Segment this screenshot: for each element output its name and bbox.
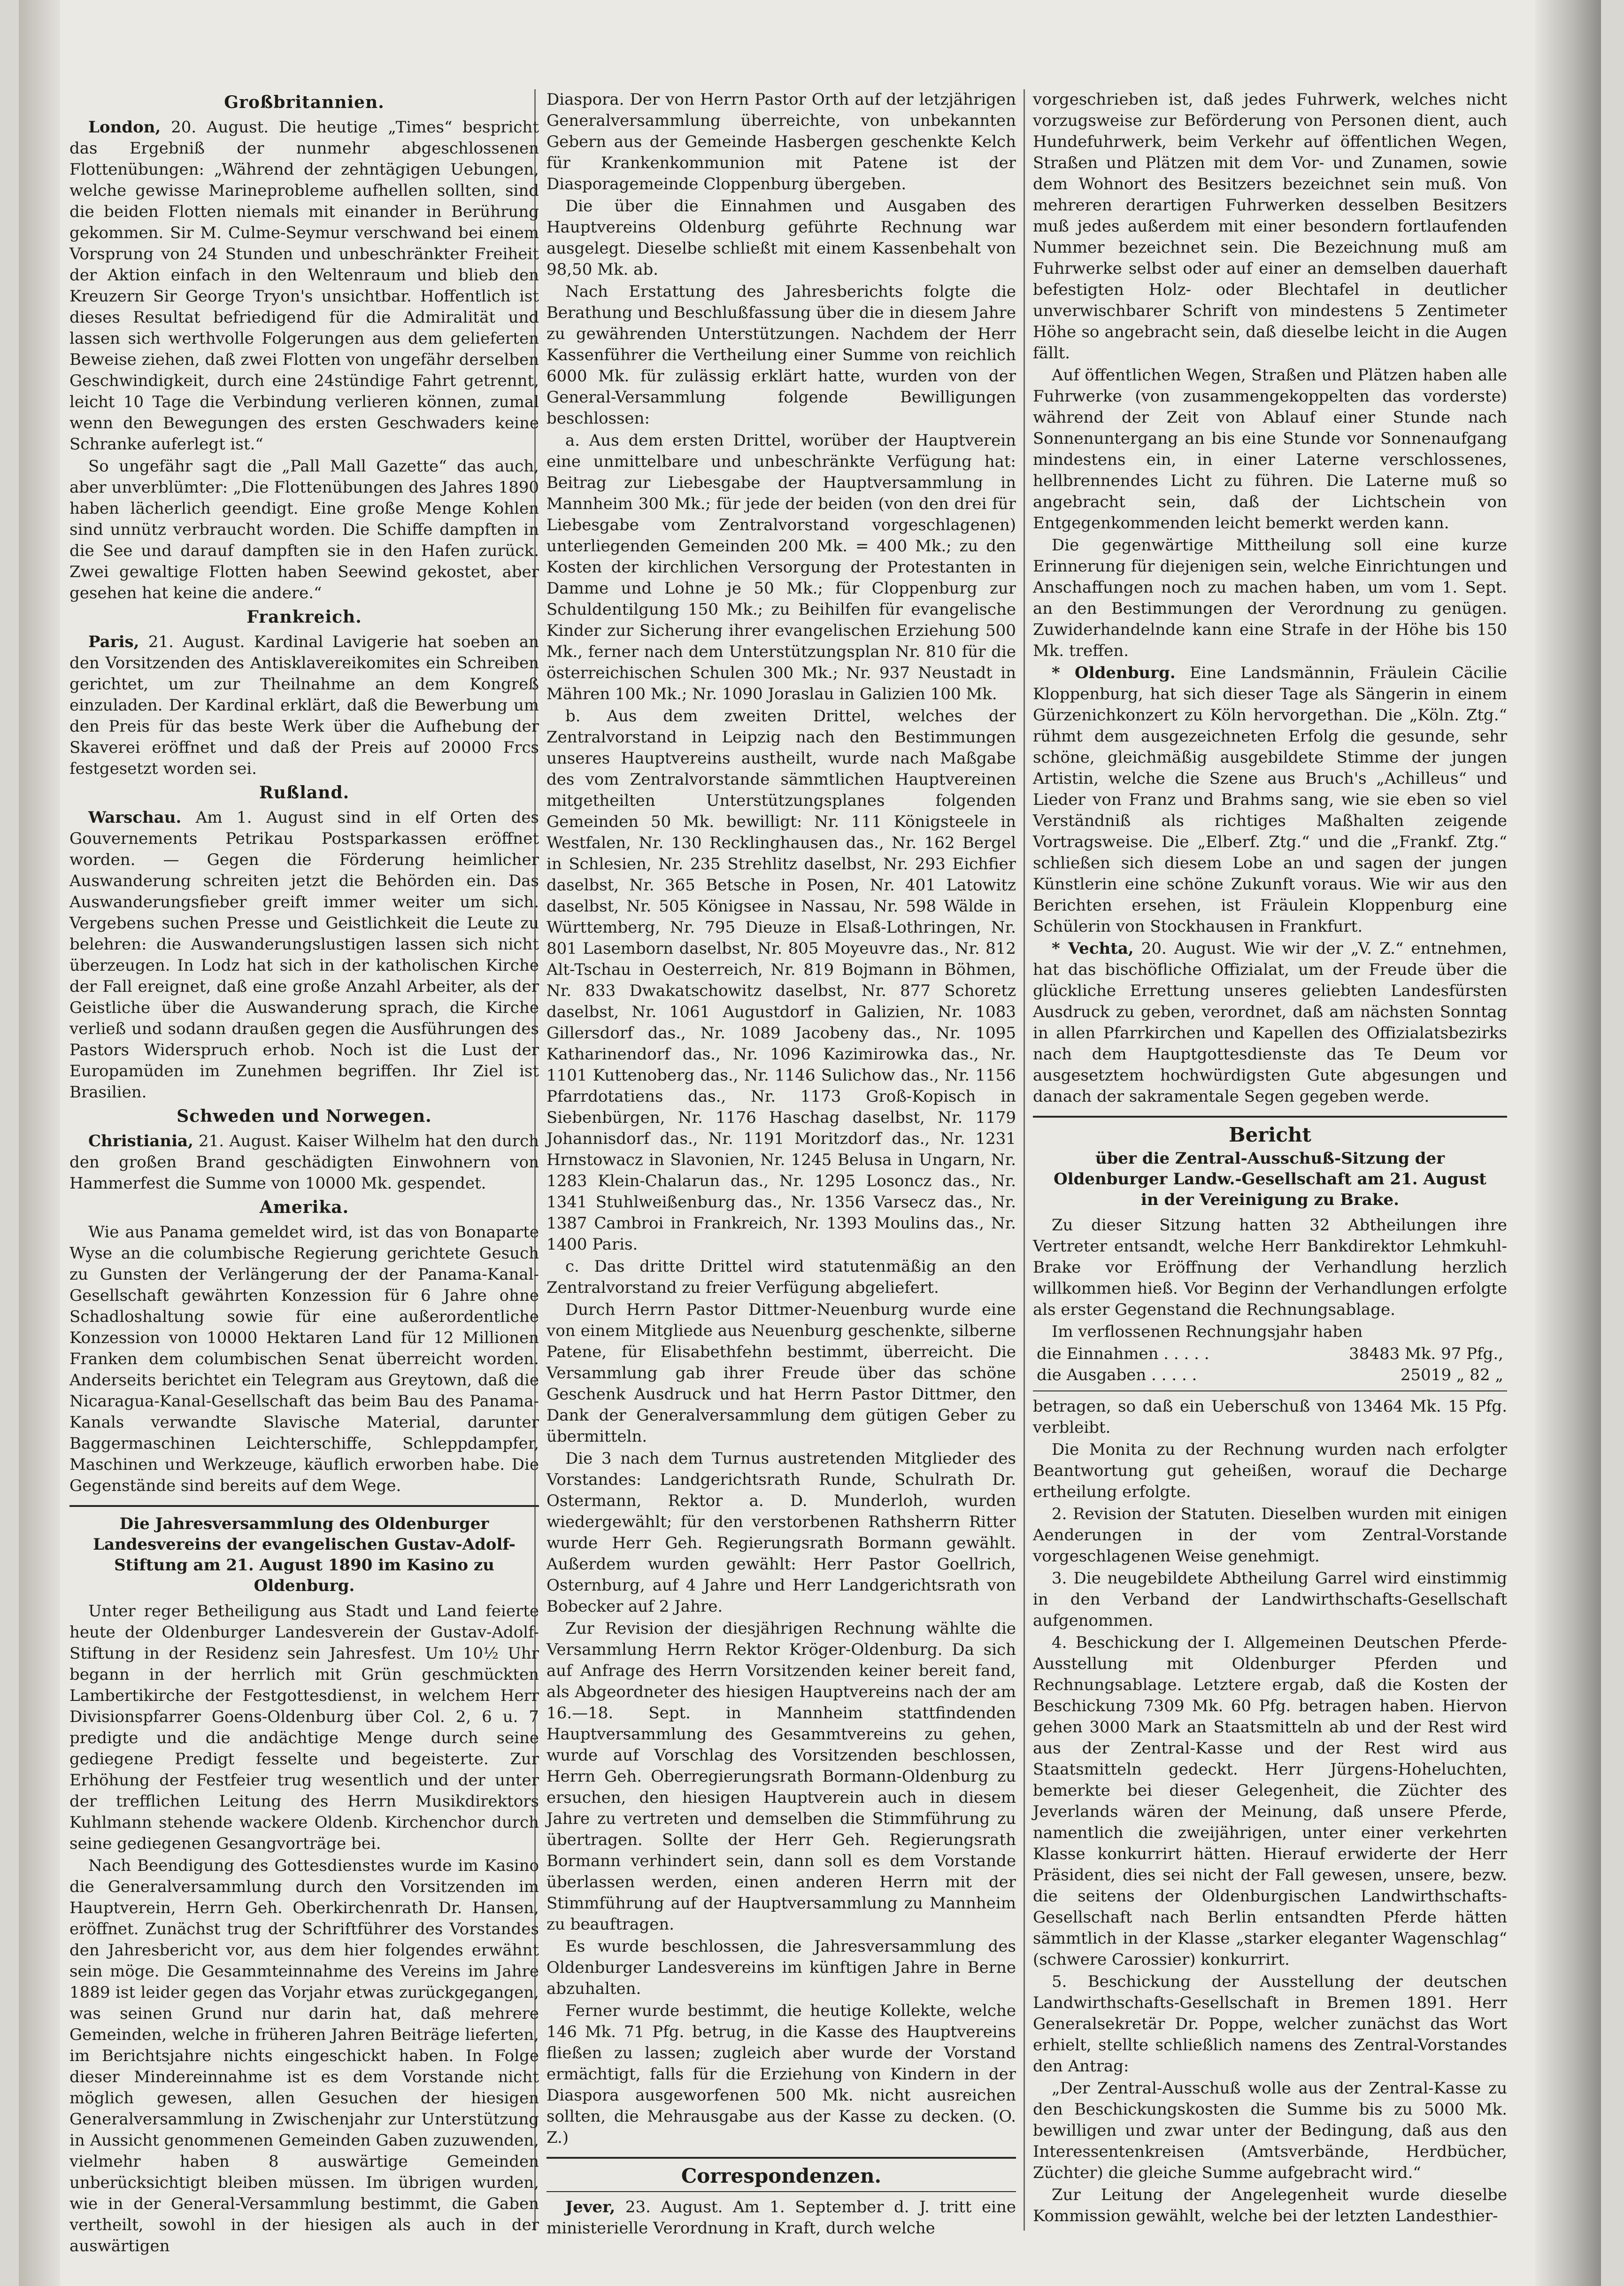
article-text: 23. August. Am 1. September d. J. tritt eine ministerielle Verordnung in Kraft, durch welche (546, 2198, 1016, 2238)
column-rule-2 (1024, 89, 1025, 2231)
column-3 (1033, 89, 1507, 2231)
article-text: a. Aus dem ersten Drittel, worüber der Hauptverein eine unmittelbare und unbeschränkte Verfügung hat: Beitrag zur Liebesgabe der Hauptversammlung in Mannheim 300 Mk.; für jede der beiden (von den drei für Liebesgabe vom Zentralvorstand vorgeschlagenen) unterliegenden Gemeinden 200 Mk. = 400 Mk.; zu den Kosten der kirchlichen Versorgung der Protestanten in Damme und Lohne je 50 Mk.; für Cloppenburg zur Schuldentilgung 150 Mk.; zu Beihilfen für evangelische Kinder zur Sicherung ihrer evangelischen Erziehung 500 Mk., ferner nach dem Unterstützungsplan Nr. 810 für die österreichischen Schulen 300 Mk.; Nr. 937 Neustadt in Mähren 100 Mk.; Nr. 1090 Joraslau in Galizien 100 Mk. (546, 431, 1016, 703)
article-london (69, 117, 539, 455)
section-heading-amerika: Amerika. (259, 1197, 349, 1217)
article-paris (69, 632, 539, 780)
article-text: Unter reger Betheiligung aus Stadt und Land feierte heute der Oldenburger Landesverein der Gustav-Adolf-Stiftung in der Residenz sein Jahresfest. Um 10½ Uhr begann in der herrlich mit Grün geschmückten Lambertikirche der Festgottesdienst, in welchem Herr Divisionspfarrer Goens-Oldenburg über Col. 2, 6 u. 7 predigte und die andächtige Menge durch seine gediegene Predigt fesselte und begeisterte. Zur Erhöhung der Festfeier trug wesentlich und der unter der trefflichen Leitung des Herrn Musikdirektors Kuhlmann stehende wackere Oldenb. Kirchenchor durch seine gediegenen Gesangvorträge bei. (69, 1602, 539, 1853)
section-divider (546, 2157, 1016, 2159)
section-heading-correspondenzen: Correspondenzen. (681, 2164, 882, 2187)
article-text: Nach Beendigung des Gottesdienstes wurde im Kasino die Generalversammlung durch den Vorsitzenden im Hauptverein, Herrn Geh. Oberkirchenrath Dr. Hansen, eröffnet. Zunächst trug der Schriftführer des Vorstandes den Jahresbericht vor, aus dem hier folgendes erwähnt sein möge. Die Gesammteinnahme des Vereins im Jahre 1889 ist leider gegen das Vorjahr etwas zurückgegangen, was seinen Grund nur darin hat, daß mehrere Gemeinden, welche in früheren Jahren Beiträge lieferten, im Berichtsjahre nichts eingeschickt haben. In Folge dieser Mindereinnahme ist es dem Vorstande nicht möglich gewesen, allen Gesuchen der hiesigen Generalversammlung in Zwischenjahr zur Unterstützung in Aussicht genommenen Gemeinden Gaben zuzuwenden, vielmehr haben 8 auswärtige Gemeinden unberücksichtigt bleiben müssen. Im übrigen wurden, wie in der General-Versammlung bestimmt, die Gaben vertheilt, sowohl in der hiesigen als auch in der auswärtigen (69, 1856, 539, 2255)
heading-underline (546, 2191, 1016, 2192)
article-text: 5. Beschickung der Ausstellung der deutschen Landwirthschafts-Gesellschaft in Bremen 1891. Herr Generalsekretär Dr. Poppe, welcher zunächst das Wort erhielt, stellte schließlich namens des Zentral-Vorstandes den Antrag: (1033, 1972, 1507, 2076)
article-text: Eine Landsmännin, Fräulein Cäcilie Kloppenburg, hat sich dieser Tage als Sängerin in einem Gürzenichkonzert zu Köln hervorgethan. Die „Köln. Ztg.“ rühmt dem ausgezeichneten Erfolg die gesunde, sehr schöne, gleichmäßig ausgebildete Stimme der jungen Artistin, welche die Szene aus Bruch's „Achilleus“ und Lieder von Franz und Brahms sang, wie sie eben so viel Verständniß als richtiges Maßhalten zeigende Vortragsweise. Die „Elberf. Ztg.“ und die „Frankf. Ztg.“ schließen sich diesem Lobe an und sagen der jungen Künstlerin eine schöne Zukunft voraus. Wie wir aus den Berichten ersehen, ist Fräulein Kloppenburg eine Schülerin von Stockhausen in Frankfurt. (1033, 664, 1508, 936)
article-heading-gustav-adolf: Die Jahresversammlung des Oldenburger Landesvereins der evangelischen Gustav-Adolf-Stiftung am 21. August 1890 im Kasino zu Oldenburg. (93, 1514, 516, 1595)
article-text: b. Aus dem zweiten Drittel, welches der Zentralvorstand in Leipzig nach den Bestimmungen unseres Hauptvereins austheilt, wurde nach Maßgabe des vom Zentralvorstande sämmtlichen Hauptvereinen mitgetheilten Unterstützungsplanes folgenden Gemeinden 50 Mk. bewilligt: Nr. 111 Königsteele in Westfalen, Nr. 130 Recklinghausen das., Nr. 162 Bergel in Schlesien, Nr. 235 Strehlitz daselbst, Nr. 293 Eichfier daselbst, Nr. 365 Betsche in Posen, Nr. 401 Latowitz daselbst, Nr. 505 Königsee in Nassau, Nr. 598 Wälde in Württemberg, Nr. 795 Dieuze in Elsaß-Lothringen, Nr. 801 Lasemborn daselbst, Nr. 805 Moyeuvre das., Nr. 812 Alt-Tschau in Oesterreich, Nr. 819 Bojmann in Böhmen, Nr. 833 Dwakatschowitz daselbst, Nr. 877 Schoretz daselbst, Nr. 1061 Augustdorf in Galizien, Nr. 1083 Gillersdorf das., Nr. 1089 Jacobeny das., Nr. 1095 Katharinendorf das., Nr. 1096 Kazimirowka das., Nr. 1101 Kuttenoberg das., Nr. 1146 Sulichow das., Nr. 1156 Pfarrdotatiens das., Nr. 1173 Groß-Kopisch in Siebenbürgen, Nr. 1176 Haschag daselbst, Nr. 1179 Johannisdorf das., Nr. 1191 Moritzdorf das., Nr. 1231 Hrnstowacz in Slavonien, Nr. 1245 Belusa in Ungarn, Nr. 1283 Klein-Chalarun das., Nr. 1295 Losoncz das., Nr. 1341 Stuhlweißenburg das., Nr. 1356 Varsecz das., Nr. 1387 Cambroi in Frankreich, Nr. 1393 Moulins das., Nr. 1400 Paris. (546, 707, 1016, 1254)
article-text: vorgeschrieben ist, daß jedes Fuhrwerk, welches nicht vorzugsweise zur Beförderung von Personen dient, auch Hundefuhrwerk, beim Verkehr auf öffentlichen Wegen, Straßen und Plätzen mit dem Vor- und Zunamen, sowie dem Wohnort des Besitzers bezeichnet sein muß. Von mehreren derartigen Fuhrwerken desselben Besitzers muß jedes außerdem mit einer besondern fortlaufenden Nummer bezeichnet sein. Die Bezeichnung muß am Fuhrwerke selbst oder auf einer an demselben dauerhaft befestigten Holz- oder Blechtafel in deutlicher unverwischbarer Schrift von mindestens 5 Zentimeter Höhe so angebracht sein, daß dieselbe leicht in die Augen fällt. (1033, 90, 1507, 363)
accounts-row-income (1037, 1344, 1503, 1365)
article-text: Die 3 nach dem Turnus austretenden Mitglieder des Vorstandes: Landgerichtsrath Runde, Schulrath Dr. Ostermann, Rektor a. D. Munderloh, wurden wiedergewählt; für den verstorbenen Rathsherrn Ritter wurde Herr Geh. Regierungsrath Bormann gewählt. Außerdem wurden gewählt: Herr Pastor Goellrich, Osternburg, auf 4 Jahre und Herr Landgerichtsrath von Bobecker auf 2 Jahre. (546, 1449, 1016, 1616)
article-text: 21. August. Kardinal Lavigerie hat soeben an den Vorsitzenden des Antisklavereikomites ein Schreiben gerichtet, um zur Theilnahme an dem Kongreß einzuladen. Der Kardinal erklärt, daß die Bewerbung um den Preis für das beste Werk über die Aufhebung der Skaverei eröffnet und daß der Preis auf 20000 Frcs festgesetzt worden sei. (69, 633, 539, 778)
article-text: 20. August. Wie wir der „V. Z.“ entnehmen, hat das bischöfliche Offizialat, um der Freude über die glückliche Errettung unseres geliebten Landesfürsten Ausdruck zu geben, verordnet, daß am nächsten Sonntag in allen Pfarrkirchen und Kapellen des Offizialatsbezirks nach dem Hauptgottesdienste das Te Deum vor ausgesetztem hochwürdigsten Gute abgesungen und danach der sakramentale Segen gegeben werde. (1033, 939, 1507, 1106)
dateline-place: * Vechta, (1052, 939, 1134, 958)
article-text: 20. August. Die heutige „Times“ bespricht das Ergebniß der nunmehr abgeschlossenen Flottenübungen: „Während der zehntägigen Uebungen, welche gewisse Marineprobleme aufhellen sollten, sind die beiden Flotten niemals mit einander in Berührung gekommen. Sir M. Culme-Seymur verschwand bei einem Vorsprung von 24 Stunden und unbeschränkter Freiheit der Aktion einfach in den Weltenraum und blieb den Kreuzern Sir George Tryon's unsichtbar. Hoffentlich ist dieses Resultat befriedigend für die Admiralität und lassen sich werthvolle Folgerungen aus dem gelieferten Beweise ziehen, daß zwei Flotten von ungefähr derselben Geschwindigkeit, durch eine 24stündige Fahrt getrennt, leicht 10 Tage die Verbindung verlieren können, zumal wenn den Bewegungen des ersten Geschwaders keine Schranke auferlegt ist.“ (69, 118, 539, 454)
dateline-place: Jever, (565, 2198, 616, 2216)
section-divider (1033, 1116, 1507, 1118)
page-binding (19, 0, 60, 2286)
article-text: Ferner wurde bestimmt, die heutige Kollekte, welche 146 Mk. 71 Pfg. betrug, in die Kasse des Hauptvereins fließen zu lassen; zugleich aber wurde der Vorstand ermächtigt, falls für die Erziehung von Kindern in der Diaspora ausgeworfenen 500 Mk. nicht ausreichen sollten, die Mehrausgabe aus der Kasse zu decken. (O. Z.) (546, 2001, 1016, 2147)
accounts-label: die Ausgaben . . . . . (1037, 1366, 1197, 1384)
article-text: 4. Beschickung der I. Allgemeinen Deutschen Pferde-Ausstellung mit Oldenburger Pferden und Rechnungsablage. Letztere ergab, daß die Kosten der Beschickung 7309 Mk. 60 Pfg. betragen haben. Hiervon gehen 3000 Mark an Staatsmitteln ab und der Rest wird aus der Zentral-Kasse und der Rest wird aus Staatsmitteln gedeckt. Herr Jürgens-Hoheluchten, bemerkte bei dieser Gelegenheit, die Züchter des Jeverlands wären der Meinung, daß unsere Pferde, namentlich die zweijährigen, unter einer verkehrten Klasse konkurrirt hätten. Hierauf erwiderte der Herr Präsident, dies sei nicht der Fall gewesen, unsere, bezw. die seitens der Oldenburgischen Landwirthschafts-Gesellschaft nach Berlin entsandten Pferde hätten sämmtlich in der Klasse „starker eleganter Wagenschlag“ (schwere Carossier) konkurrirt. (1033, 1633, 1507, 1969)
article-text: Diaspora. Der von Herrn Pastor Orth auf der letzjährigen Generalversammlung überreichte, von unbekannten Gebern aus der Gemeinde Hasbergen geschenkte Kelch für Krankenkommunion mit Patene ist der Diasporagemeinde Cloppenburg übergeben. (546, 90, 1016, 193)
article-text: c. Das dritte Drittel wird statutenmäßig an den Zentralvorstand zu freier Verfügung abgeliefert. (546, 1257, 1016, 1297)
section-divider (69, 1505, 539, 1507)
dateline-place: Paris, (88, 633, 139, 651)
section-heading-schweden-norwegen: Schweden und Norwegen. (177, 1106, 432, 1126)
article-text: Auf öffentlichen Wegen, Straßen und Plätzen haben alle Fuhrwerke (von zusammengekoppelten das vorderste) während der Zeit von Ablauf einer Stunde nach Sonnenuntergang an bis eine Stunde vor Sonnenaufgang mindestens ein, in einer Laterne verschlossenes, hellbrennendes Licht zu führen. Die Laterne muß so angebracht sein, daß der Lichtschein von Entgegenkommenden leicht bemerkt werden kann. (1033, 366, 1507, 533)
sum-rule (1033, 1390, 1507, 1391)
article-text: Zu dieser Sitzung hatten 32 Abtheilungen ihre Vertreter entsandt, welche Herr Bankdirektor Lehmkuhl-Brake vor Eröffnung der Verhandlung herzlich willkommen hieß. Vor Beginn der Verhandlungen erfolgte als erster Gegenstand die Rechnungsablage. (1033, 1216, 1507, 1319)
column-1 (69, 89, 539, 2255)
article-oldenburg (1033, 663, 1507, 937)
article-text: Die über die Einnahmen und Ausgaben des Hauptvereins Oldenburg geführte Rechnung war ausgelegt. Dieselbe schließt mit einem Kassenbehalt von 98,50 Mk. ab. (546, 197, 1016, 279)
article-christiania (69, 1131, 539, 1194)
article-warschau (69, 807, 539, 1103)
article-text: Es wurde beschlossen, die Jahresversammlung des Oldenburger Landesvereins im künftigen Jahre in Berne abzuhalten. (546, 1937, 1016, 1998)
newspaper-page (19, 0, 1601, 2286)
section-heading-frankreich: Frankreich. (246, 607, 362, 627)
article-text: Am 1. August sind in elf Orten des Gouvernements Petrikau Postsparkassen eröffnet worden. — Gegen die Förderung heimlicher Auswanderung schreiten jetzt die Behörden ein. Das Auswanderungsfieber greift immer weiter um sich. Vergebens suchen Presse und Geistlichkeit die Leute zu belehren: die Auswanderungslustigen lassen sich nicht überzeugen. In Lodz hat sich in der katholischen Kirche der Fall ereignet, daß eine große Anzahl Arbeiter, als der Geistliche über die Auswanderung sprach, die Kirche verließ und sodann draußen gegen die Ausführungen des Pastors Widerspruch erhob. Noch ist die Lust der Europamüden im Zunehmen begriffen. Ihr Ziel ist Brasilien. (69, 808, 539, 1102)
dateline-place: * Oldenburg. (1052, 664, 1176, 682)
article-subheading-bericht: über die Zentral-Ausschuß-Sitzung der Oldenburger Landw.-Gesellschaft am 21. August in der Vereinigung zu Brake. (1054, 1149, 1486, 1209)
page-edge (1535, 0, 1601, 2286)
dateline-place: Warschau. (88, 808, 182, 827)
dateline-place: London, (88, 118, 161, 137)
section-heading-russland: Rußland. (259, 783, 350, 803)
article-text: Die Monita zu der Rechnung wurden nach erfolgter Beantwortung gut geheißen, worauf die Decharge ertheilung erfolgte. (1033, 1440, 1507, 1501)
accounts-label: die Einnahmen . . . . . (1037, 1344, 1209, 1363)
article-vechta (1033, 938, 1507, 1107)
article-text: 3. Die neugebildete Abtheilung Garrel wird einstimmig in den Verband der Landwirthschafts-Gesellschaft aufgenommen. (1033, 1569, 1507, 1630)
article-text: betragen, so daß ein Ueberschuß von 13464 Mk. 15 Pfg. verbleibt. (1033, 1397, 1507, 1437)
article-amerika: Wie aus Panama gemeldet wird, ist das von Bonaparte Wyse an die columbische Regierung gerichtete Gesuch zu Gunsten der Verlängerung der der Panama-Kanal-Gesellschaft gewährten Konzession für 6 Jahre ohne Schadloshaltung sowie für eine außerordentliche Konzession von 10000 Hektaren Land für 12 Millionen Franken dem columbischen Senat überreicht worden. Anderseits berichtet ein Telegram aus Greytown, daß die Nicaragua-Kanal-Gesellschaft das beim Bau des Panama-Kanals verwandte Slavische Material, darunter Baggermaschinen Leichterschiffe, Schleppdampfer, Maschinen und Werkzeuge, käuflich erworben habe. Die Gegenstände sind bereits auf dem Wege. (69, 1223, 539, 1495)
accounts-value: 25019 „ 82 „ (1400, 1366, 1503, 1384)
article-text: Die gegenwärtige Mittheilung soll eine kurze Erinnerung für diejenigen sein, welche Einrichtungen und Anschaffungen noch zu machen haben, um vom 1. Sept. an den Bestimmungen der Verordnung zu genügen. Zuwiderhandelnde kann eine Strafe in der Höhe bis 150 Mk. treffen. (1033, 536, 1507, 660)
accounts-value: 38483 Mk. 97 Pfg., (1349, 1344, 1503, 1363)
column-2 (546, 89, 1016, 2238)
article-jever (546, 2197, 1016, 2239)
article-text: 2. Revision der Statuten. Dieselben wurden mit einigen Aenderungen in der vom Zentral-Vorstande vorgeschlagenen Weise genehmigt. (1033, 1505, 1507, 1566)
article-heading-bericht: Bericht (1229, 1123, 1311, 1146)
article-text: So ungefähr sagt die „Pall Mall Gazette“ das auch, aber unverblümter: „Die Flottenübungen des Jahres 1890 haben lächerlich geendigt. Eine große Menge Kohlen sind unnütz verbraucht worden. Die Schiffe dampften in die See und darauf dampften sie in den Hafen zurück. Zwei gewaltige Flotten haben Seewind gekostet, aber gesehen hat keine die andere.“ (69, 457, 539, 602)
accounts-row-expenses (1037, 1365, 1503, 1386)
article-text: Zur Revision der diesjährigen Rechnung wählte die Versammlung Herrn Rektor Kröger-Oldenburg. Da sich auf Anfrage des Herrn Vorsitzenden keiner bereit fand, als Abgeordneter des hiesigen Hauptvereins nach der am 16.—18. Sept. in Mannheim stattfindenden Hauptversammlung des Gesammtvereins zu gehen, wurde auf Vorschlag des Vorsitzenden beschlossen, Herrn Geh. Oberregierungsrath Bormann-Oldenburg zu ersuchen, den hiesigen Hauptverein auch in diesem Jahre zu vertreten und demselben die Stimmführung zu übertragen. Sollte der Herr Geh. Regierungsrath Bormann verhindert sein, dann soll es dem Vorstande überlassen werden, einen anderen Herrn mit der Stimmführung auf der Hauptversammlung zu Mannheim zu beauftragen. (546, 1619, 1016, 1934)
article-text: „Der Zentral-Ausschuß wolle aus der Zentral-Kasse zu den Beschickungskosten die Summe bis zu 5000 Mk. bewilligen und zwar unter der Bedingung, daß aus den Interessentenkreisen (Amtsverbände, Herdbücher, Züchter) die gleiche Summe aufgebracht wird.“ (1033, 2079, 1507, 2182)
article-text: Nach Erstattung des Jahresberichts folgte die Berathung und Beschlußfassung über die in diesem Jahre zu gewährenden Unterstützungen. Nachdem der Herr Kassenführer die Vertheilung einer Summe von reichlich 6000 Mk. für zulässig erklärt hatte, wurden von der General-Versammlung folgende Bewilligungen beschlossen: (546, 282, 1016, 428)
dateline-place: Christiania, (88, 1132, 193, 1151)
section-heading-grossbritannien: Großbritannien. (224, 93, 385, 112)
article-text: Im verflossenen Rechnungsjahr haben (1052, 1322, 1363, 1341)
article-text: Durch Herrn Pastor Dittmer-Neuenburg wurde eine von einem Mitgliede aus Neuenburg geschenkte, silberne Patene, für Elisabethfehn bestimmt, überreicht. Die Versammlung gab ihrer Freude über das schöne Geschenk Ausdruck und hat Herrn Pastor Dittmer, den Dank der Generalversammlung dem gütigen Geber zu übermitteln. (546, 1300, 1016, 1446)
article-text: 21. August. Kaiser Wilhelm hat den durch den großen Brand geschädigten Einwohnern von Hammerfest die Summe von 10000 Mk. gespendet. (69, 1132, 539, 1193)
article-text: Zur Leitung der Angelegenheit wurde dieselbe Kommission gewählt, welche bei der letzten Landesthier- (1033, 2186, 1507, 2225)
